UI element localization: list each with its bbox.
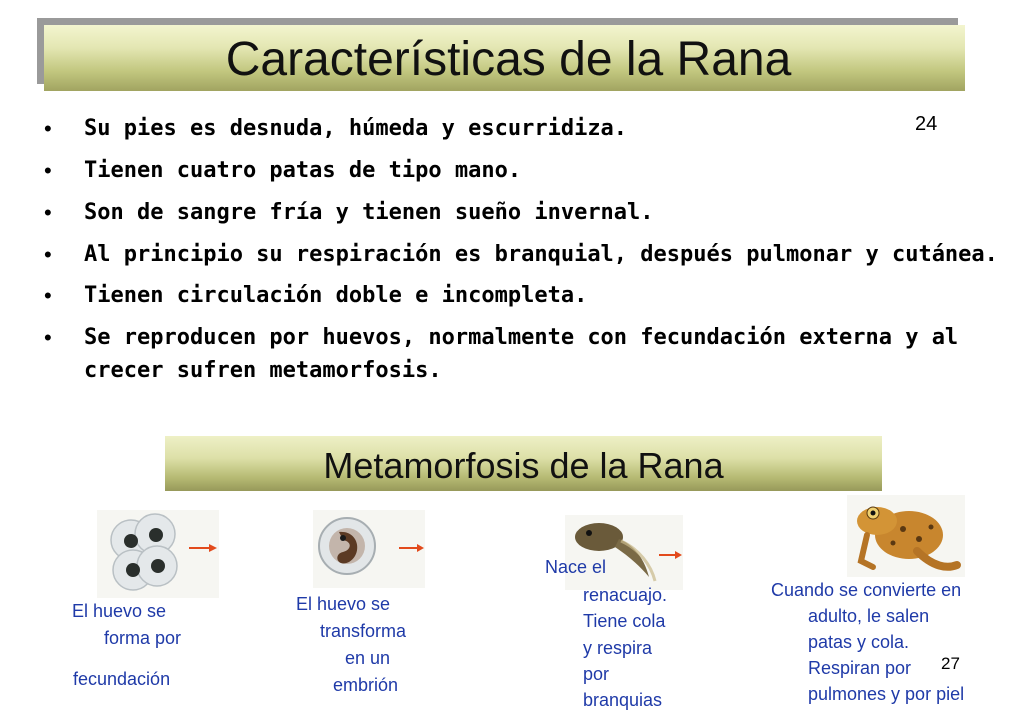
caption-tadpole-line-5: por — [583, 664, 610, 684]
frog-eggs-icon — [97, 510, 219, 598]
list-item: • Tienen cuatro patas de tipo mano. — [44, 154, 1004, 188]
caption-egg-line-3: fecundación — [73, 669, 171, 689]
page-title: Características de la Rana — [225, 32, 792, 86]
caption-tadpole-line-1: Nace el — [545, 557, 607, 577]
caption-embryo-line-2: transforma — [320, 621, 407, 641]
bullet-icon: • — [44, 325, 52, 350]
caption-adult-line-4: Respiran por — [808, 658, 912, 678]
adult-frog-icon — [847, 495, 965, 577]
list-item: • Son de sangre fría y tienen sueño invernal. — [44, 196, 1004, 230]
bullet-icon: • — [44, 283, 52, 308]
list-item: • Su pies es desnuda, húmeda y escurridiza. — [44, 112, 1004, 146]
caption-adult-line-2: adulto, le salen — [808, 606, 930, 626]
caption-tadpole-line-3: Tiene cola — [583, 611, 666, 631]
page-number-bottom: 27 — [941, 654, 960, 673]
caption-tadpole-line-4: y respira — [583, 638, 653, 658]
list-item: • Tienen circulación doble e incompleta. — [44, 279, 1004, 313]
embryo-icon — [313, 510, 425, 588]
list-item: • Se reproducen por huevos, normalmente con fecundación externa y al crecer sufren metamorfosis. — [44, 321, 1004, 387]
caption-tadpole-line-2: renacuajo. — [583, 585, 668, 605]
caption-embryo-line-4: embrión — [333, 675, 399, 695]
caption-embryo-line-1: El huevo se — [296, 594, 391, 614]
bullet-icon: • — [44, 200, 52, 225]
bullet-icon: • — [44, 158, 52, 183]
characteristics-list — [44, 112, 1004, 395]
caption-egg-line-2: forma por — [104, 628, 182, 648]
bullet-icon: • — [44, 116, 52, 141]
tadpole-icon — [565, 515, 683, 590]
caption-embryo-line-3: en un — [345, 648, 391, 668]
page-number-top: 24 — [915, 113, 938, 135]
title-bar — [44, 25, 965, 91]
subtitle-bar — [165, 436, 882, 491]
caption-tadpole-line-6: branquias — [583, 690, 663, 710]
caption-adult-line-3: patas y cola. — [808, 632, 910, 652]
caption-adult-line-1: Cuando se convierte en — [771, 580, 962, 600]
caption-egg-line-1: El huevo se — [72, 601, 167, 621]
bullet-icon: • — [44, 242, 52, 267]
list-item: • Al principio su respiración es branquial, después pulmonar y cutánea. — [44, 238, 1004, 271]
caption-adult-line-5: pulmones y por piel — [808, 684, 965, 704]
section-subtitle: Metamorfosis de la Rana — [323, 444, 724, 486]
